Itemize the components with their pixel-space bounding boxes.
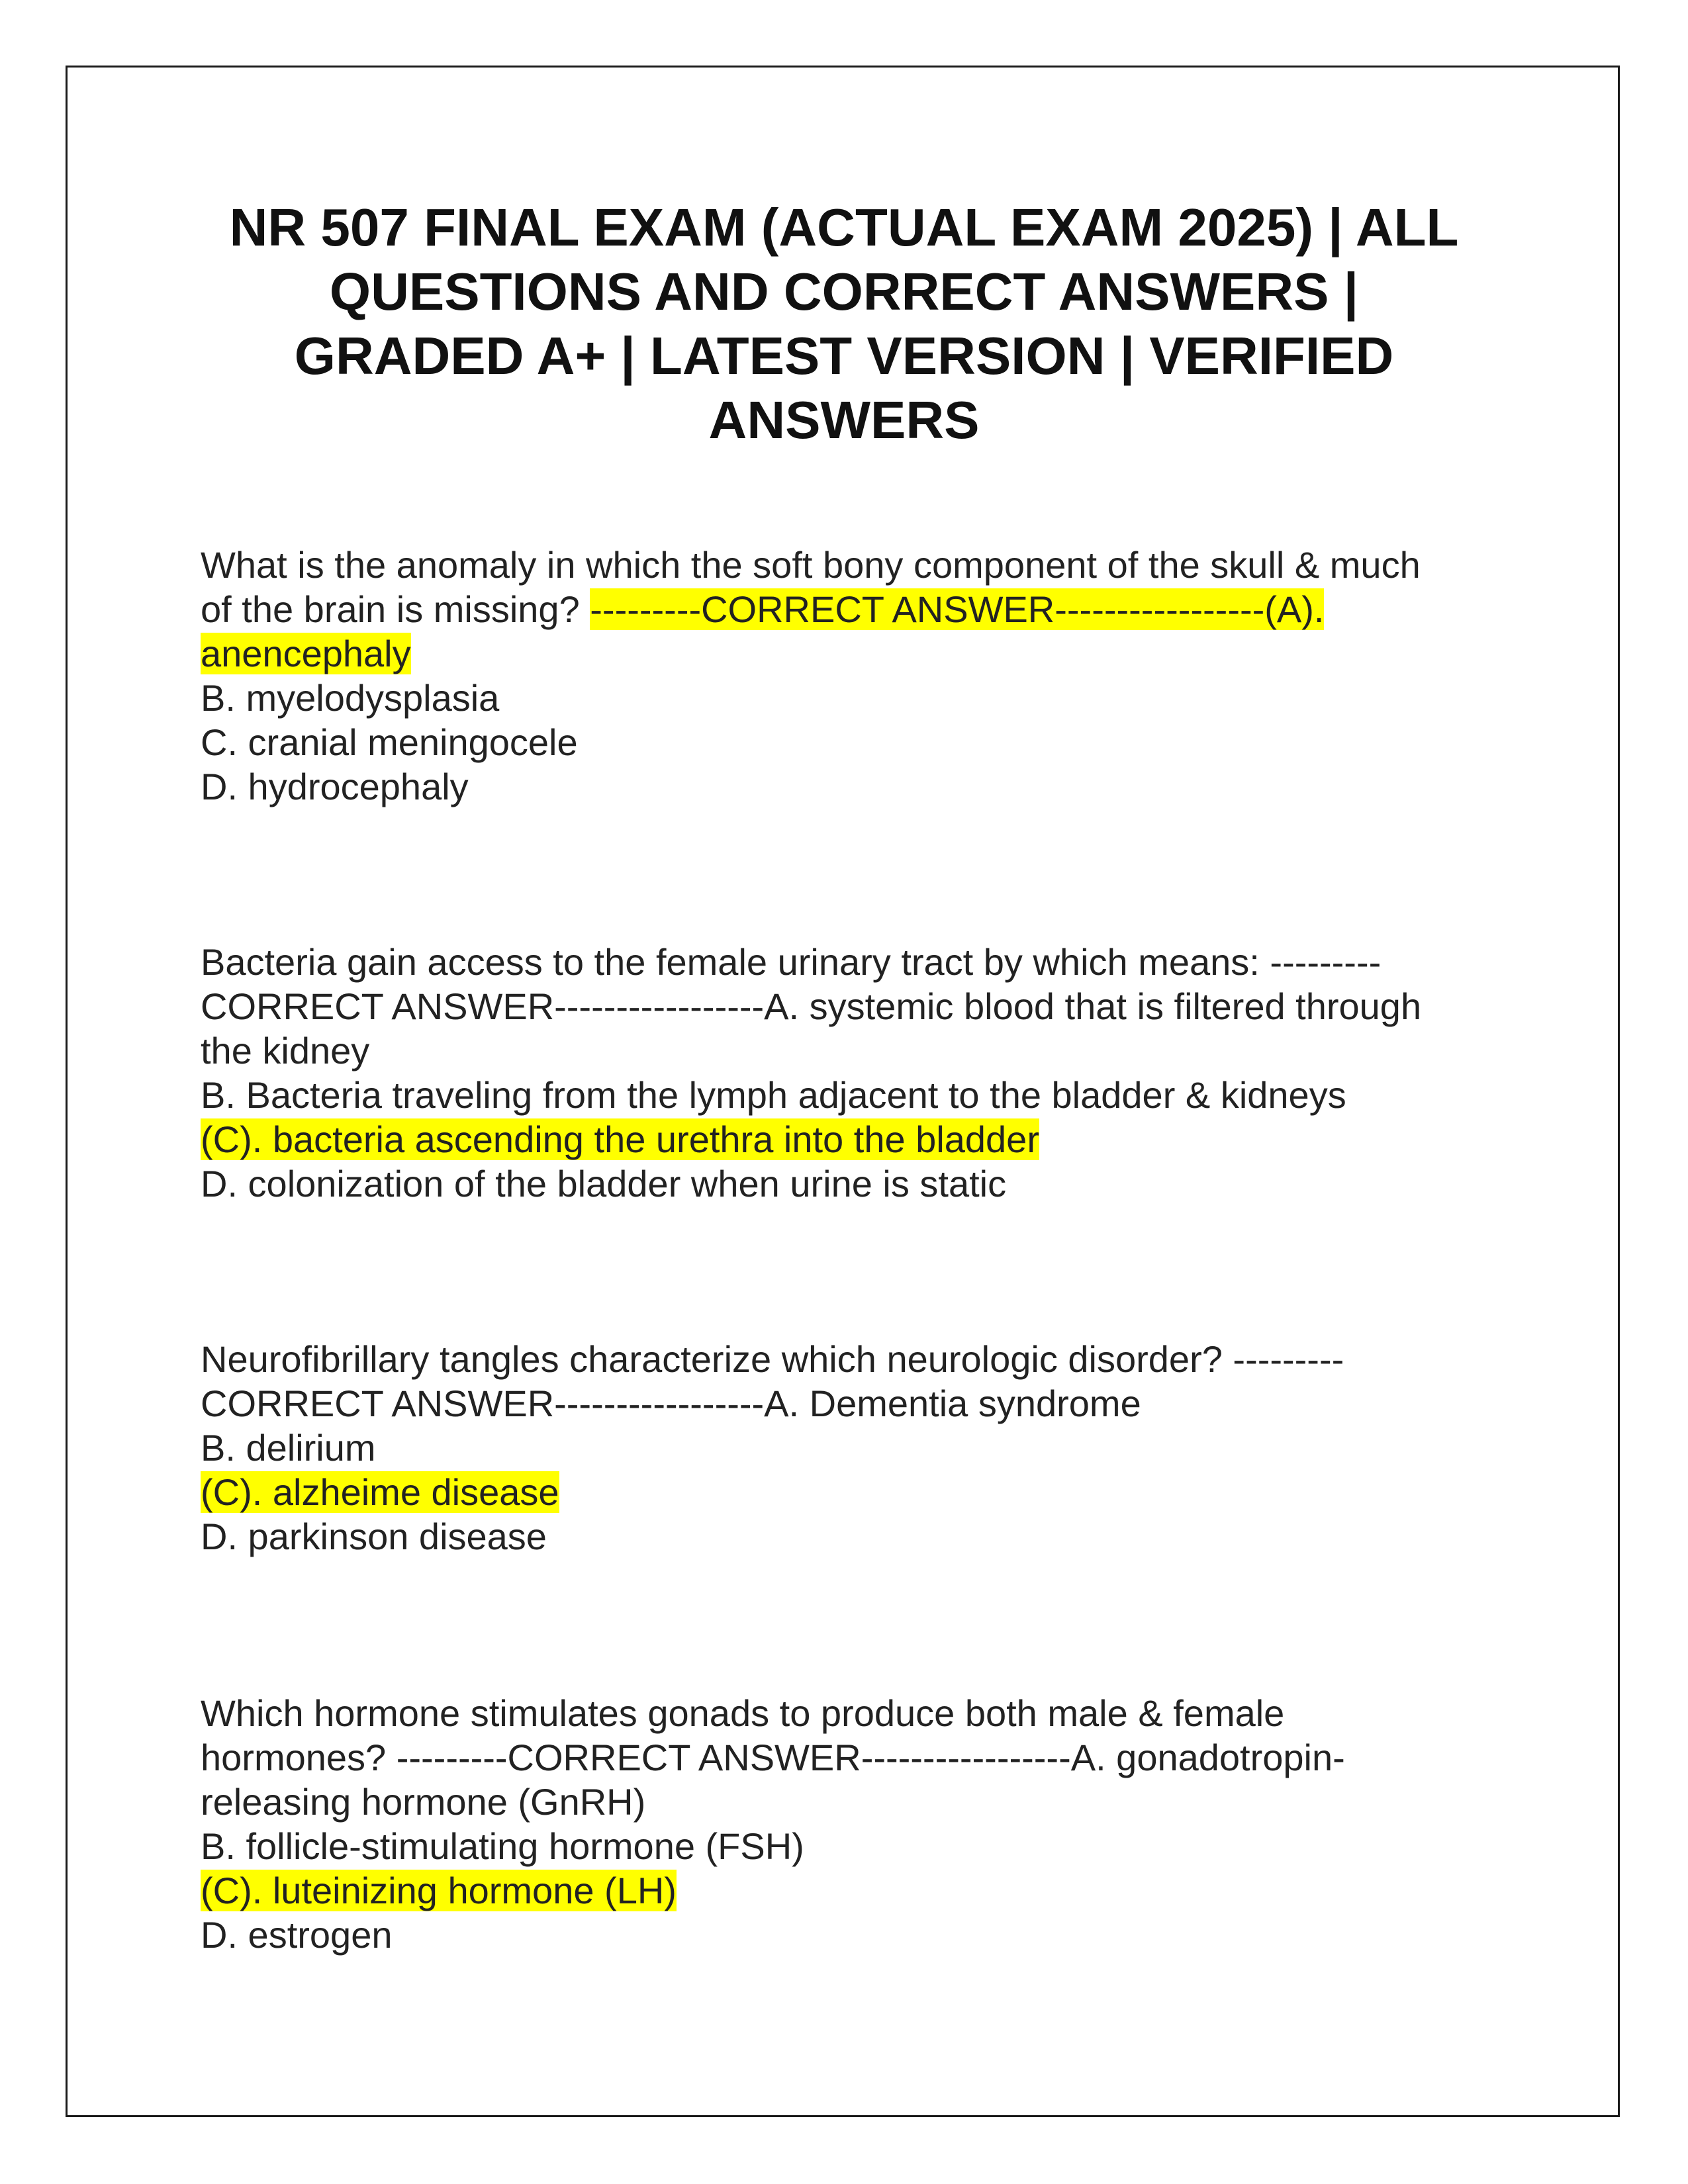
question-1-correct-answer-highlight: ---------CORRECT ANSWER-----------------(A). (590, 588, 1325, 630)
question-1 (201, 543, 1498, 809)
question-4-option-b: B. follicle-stimulating hormone (FSH) (201, 1825, 804, 1867)
question-1-correct-option-highlight: anencephaly (201, 633, 411, 674)
question-4-option-d: D. estrogen (201, 1914, 393, 1956)
question-3-option-c (201, 1470, 1498, 1514)
question-4-correct-option-highlight: (C). luteinizing hormone (LH) (201, 1870, 677, 1911)
question-2-option-c (201, 1117, 1498, 1161)
question-3-option-b: B. delirium (201, 1427, 376, 1469)
question-4-option-a-continued: releasing hormone (GnRH) (201, 1781, 646, 1823)
question-1-option-d: D. hydrocephaly (201, 766, 469, 807)
question-4 (201, 1691, 1498, 1957)
question-1-stem-text: of the brain is missing? (201, 588, 590, 630)
title-line: GRADED A+ | LATEST VERSION | VERIFIED (294, 326, 1394, 385)
question-4-option-c (201, 1868, 1498, 1913)
question-1-stem-line: What is the anomaly in which the soft bony component of the skull & much (201, 544, 1421, 586)
title-line: NR 507 FINAL EXAM (ACTUAL EXAM 2025) | ALL (229, 198, 1459, 257)
question-3-stem-line: Neurofibrillary tangles characterize which neurologic disorder? --------- (201, 1338, 1344, 1380)
question-2-answer-line: CORRECT ANSWER-----------------A. systemic blood that is filtered through (201, 985, 1422, 1027)
question-3-correct-option-highlight: (C). alzheime disease (201, 1471, 559, 1513)
question-2-option-a-continued: the kidney (201, 1030, 370, 1071)
title-line: ANSWERS (708, 390, 980, 449)
question-1-option-a (201, 631, 1498, 676)
question-2 (201, 940, 1498, 1206)
document-title (179, 195, 1509, 452)
question-4-stem-line: Which hormone stimulates gonads to produce both male & female (201, 1692, 1285, 1734)
question-1-option-c: C. cranial meningocele (201, 721, 578, 763)
question-3 (201, 1337, 1498, 1559)
question-2-option-d: D. colonization of the bladder when urine is static (201, 1163, 1007, 1205)
question-3-option-d: D. parkinson disease (201, 1516, 547, 1557)
question-1-stem-line (201, 587, 1498, 631)
question-4-answer-line: hormones? ---------CORRECT ANSWER-----------------A. gonadotropin- (201, 1737, 1345, 1778)
question-2-option-b: B. Bacteria traveling from the lymph adjacent to the bladder & kidneys (201, 1074, 1346, 1116)
question-3-answer-line: CORRECT ANSWER-----------------A. Dementia syndrome (201, 1383, 1141, 1424)
question-1-option-b: B. myelodysplasia (201, 677, 500, 719)
question-2-stem-line: Bacteria gain access to the female urinary tract by which means: --------- (201, 941, 1382, 983)
question-2-correct-option-highlight: (C). bacteria ascending the urethra into the bladder (201, 1118, 1039, 1160)
title-line: QUESTIONS AND CORRECT ANSWERS | (329, 262, 1359, 321)
